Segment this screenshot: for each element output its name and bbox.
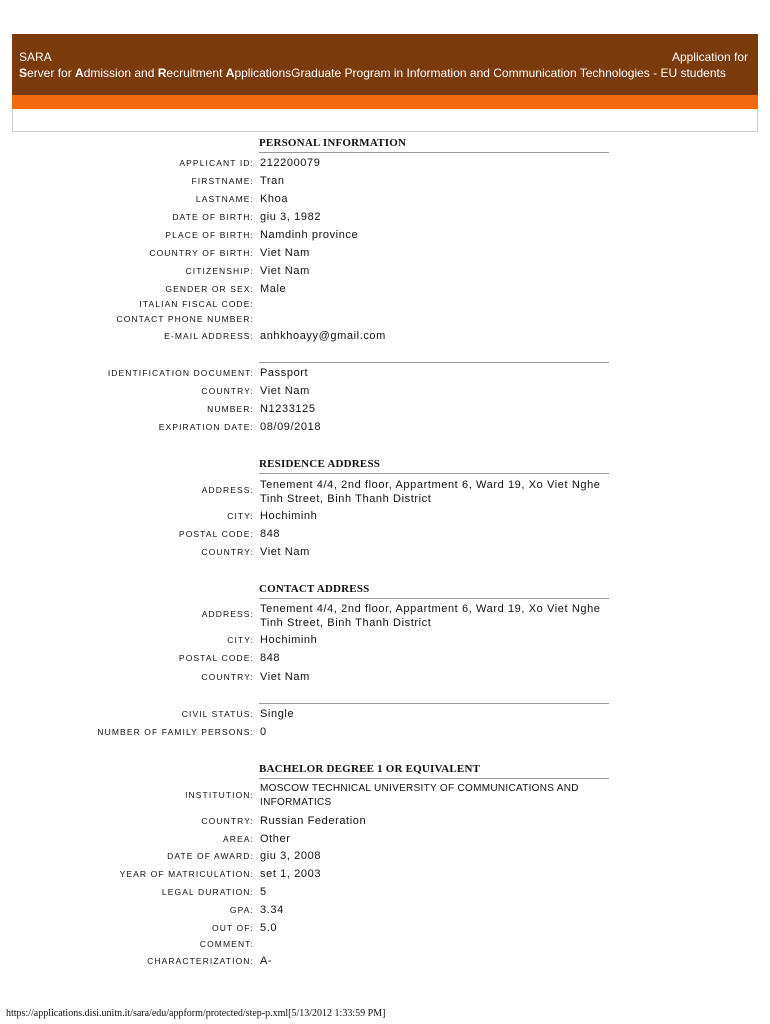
subtitle-initial-a: A [75, 66, 84, 80]
subtitle-part: erver for [27, 66, 76, 80]
label-institution: INSTITUTION: [185, 790, 254, 800]
label-civil-status: CIVIL STATUS: [181, 709, 254, 719]
value-citizenship: Viet Nam [260, 265, 310, 277]
value-residence-city: Hochiminh [260, 510, 318, 522]
value-residence-postal-code: 848 [260, 528, 281, 540]
section-title-residence: RESIDENCE ADDRESS [259, 458, 381, 470]
value-year-of-matriculation: set 1, 2003 [260, 868, 322, 880]
value-contact-country: Viet Nam [260, 671, 310, 683]
label-gpa: GPA: [229, 905, 254, 915]
value-institution: MOSCOW TECHNICAL UNIVERSITY OF COMMUNICATIONS AND INFORMATICS [260, 783, 579, 808]
page-url-footer: https://applications.disi.unitn.it/sara/edu/appform/protected/step-p.xml[5/13/2012 1:33:59 PM] [6, 1008, 386, 1019]
label-fiscal-code: ITALIAN FISCAL CODE: [139, 299, 254, 309]
value-residence-address: Tenement 4/4, 2nd floor, Appartment 6, Ward 19, Xo Viet Nghe Tinh Street, Binh Thanh District [260, 479, 601, 505]
program-name: Graduate Program in Information and Communication Technologies - EU students [291, 66, 726, 80]
label-characterization: CHARACTERIZATION: [147, 956, 254, 966]
label-contact-postal-code: POSTAL CODE: [178, 653, 254, 663]
value-residence-country: Viet Nam [260, 546, 310, 558]
value-contact-postal-code: 848 [260, 652, 281, 664]
label-residence-country: COUNTRY: [201, 547, 254, 557]
section-divider [259, 362, 609, 363]
label-family-persons: NUMBER OF FAMILY PERSONS: [97, 727, 254, 737]
subtitle-part: ecruitment [166, 66, 226, 80]
label-comment: COMMENT: [199, 939, 254, 949]
value-place-of-birth: Namdinh province [260, 229, 359, 241]
value-gpa: 3.34 [260, 904, 284, 916]
value-lastname: Khoa [260, 193, 289, 205]
label-date-of-birth: DATE OF BIRTH: [172, 212, 254, 222]
label-email: E-MAIL ADDRESS: [164, 331, 254, 341]
label-place-of-birth: PLACE OF BIRTH: [165, 230, 254, 240]
value-out-of: 5.0 [260, 922, 278, 934]
header-accent-bar [12, 95, 758, 109]
value-family-persons: 0 [260, 726, 267, 738]
value-contact-address: Tenement 4/4, 2nd floor, Appartment 6, Ward 19, Xo Viet Nghe Tinh Street, Binh Thanh District [260, 603, 601, 629]
header-sub-box [12, 109, 758, 132]
section-title-personal: PERSONAL INFORMATION [259, 137, 407, 149]
value-id-country: Viet Nam [260, 385, 310, 397]
value-id-number: N1233125 [260, 403, 316, 415]
page-header [12, 34, 758, 95]
label-residence-city: CITY: [227, 511, 254, 521]
section-divider [259, 598, 609, 599]
label-lastname: LASTNAME: [195, 194, 254, 204]
label-legal-duration: LEGAL DURATION: [161, 887, 254, 897]
label-date-of-award: DATE OF AWARD: [167, 851, 254, 861]
value-legal-duration: 5 [260, 886, 267, 898]
value-identification-document: Passport [260, 367, 309, 379]
label-id-number: NUMBER: [207, 404, 254, 414]
subtitle-initial-r: R [157, 66, 167, 80]
value-date-of-award: giu 3, 2008 [260, 850, 322, 862]
value-email: anhkhoayy@gmail.com [260, 330, 386, 342]
label-contact-address: ADDRESS: [201, 609, 254, 619]
value-expiration-date: 08/09/2018 [260, 421, 322, 433]
value-date-of-birth: giu 3, 1982 [260, 211, 322, 223]
label-out-of: OUT OF: [211, 923, 254, 933]
label-phone-number: CONTACT PHONE NUMBER: [116, 314, 254, 324]
label-contact-country: COUNTRY: [201, 672, 254, 682]
label-identification-document: IDENTIFICATION DOCUMENT: [107, 368, 254, 378]
label-residence-address: ADDRESS: [201, 485, 254, 495]
label-citizenship: CITIZENSHIP: [185, 266, 254, 276]
subtitle-initial-s: S [19, 66, 28, 80]
label-id-country: COUNTRY: [201, 386, 254, 396]
value-applicant-id: 212200079 [260, 157, 321, 169]
section-divider [259, 703, 609, 704]
label-gender: GENDER OR SEX: [165, 284, 254, 294]
header-subtitle [19, 66, 726, 80]
label-firstname: FIRSTNAME: [191, 176, 254, 186]
application-for-label: Application for [671, 50, 748, 64]
app-name: SARA [19, 50, 52, 64]
subtitle-part: dmission and [83, 66, 158, 80]
label-country-of-birth: COUNTRY OF BIRTH: [149, 248, 254, 258]
label-expiration-date: EXPIRATION DATE: [158, 422, 254, 432]
value-area: Other [260, 833, 291, 845]
label-year-of-matriculation: YEAR OF MATRICULATION: [119, 869, 254, 879]
subtitle-initial-a2: A [225, 66, 235, 80]
section-title-bachelor: BACHELOR DEGREE 1 OR EQUIVALENT [259, 763, 481, 775]
label-area: AREA: [222, 834, 254, 844]
label-contact-city: CITY: [227, 635, 254, 645]
value-civil-status: Single [260, 708, 295, 720]
value-characterization: A- [260, 955, 273, 967]
section-divider [259, 152, 609, 153]
label-degree-country: COUNTRY: [201, 816, 254, 826]
subtitle-part: pplications [234, 66, 292, 80]
value-degree-country: Russian Federation [260, 815, 367, 827]
value-firstname: Tran [260, 175, 285, 187]
section-divider [259, 778, 609, 779]
label-applicant-id: APPLICANT ID: [179, 158, 254, 168]
value-contact-city: Hochiminh [260, 634, 318, 646]
section-title-contact: CONTACT ADDRESS [259, 583, 370, 595]
value-country-of-birth: Viet Nam [260, 247, 310, 259]
label-residence-postal-code: POSTAL CODE: [178, 529, 254, 539]
value-gender: Male [260, 283, 287, 295]
section-divider [259, 473, 609, 474]
